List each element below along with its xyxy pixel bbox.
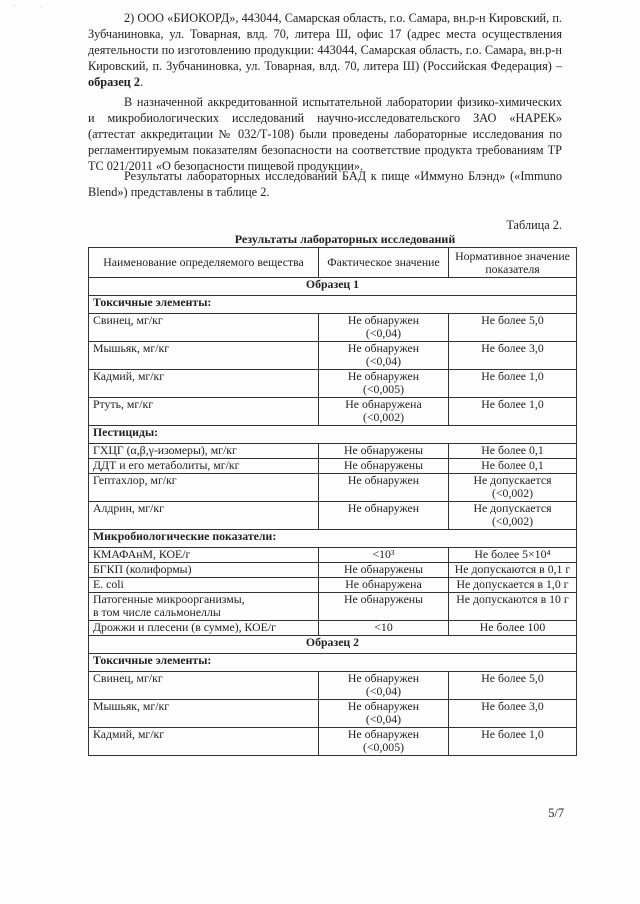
table-row bbox=[89, 398, 577, 426]
table-row bbox=[89, 459, 577, 474]
table-row bbox=[89, 342, 577, 370]
cell-norm: Не допускается (<0,002) bbox=[449, 474, 577, 502]
cell-name: Свинец, мг/кг bbox=[89, 314, 319, 342]
group-row: Токсичные элементы: bbox=[89, 654, 577, 672]
cell-actual: Не обнаружены bbox=[319, 444, 449, 459]
cell-name: КМАФАнМ, КОЕ/г bbox=[89, 548, 319, 563]
table-row bbox=[89, 474, 577, 502]
cell-actual: Не обнаружены bbox=[319, 563, 449, 578]
sample-row: Образец 1 bbox=[89, 278, 577, 296]
manufacturer-paragraph: 2) ООО «БИОКОРД», 443044, Самарская область, г.о. Самара, вн.р-н Кировский, п. Зубчаниновка, ул. Товарная, влд. 70, литера Ш, офис 17 (адрес места осуществления деятельности по изготовлению продукции: 443044, Самарская область, г.о. Самара, вн.р-н Кировский, п. Зубчаниновка, ул. Товарная, влд. 70, литера Ш) (Российская Федерация) – образец 2. bbox=[88, 11, 562, 89]
results-paragraph: Результаты лабораторных исследований БАД к пище «Иммуно Блэнд» («Immuno Blend») представлены в таблице 2. bbox=[88, 169, 562, 199]
cell-norm: Не допускается (<0,002) bbox=[449, 502, 577, 530]
cell-name: Мышьяк, мг/кг bbox=[89, 342, 319, 370]
header-name: Наименование определяемого вещества bbox=[89, 248, 319, 278]
cell-actual: <10³ bbox=[319, 548, 449, 563]
cell-name: E. coli bbox=[89, 578, 319, 593]
table-row bbox=[89, 593, 577, 621]
sample1-micro-rows bbox=[89, 548, 577, 636]
table-title: Результаты лабораторных исследований bbox=[234, 232, 456, 246]
cell-name: Патогенные микроорганизмы, в том числе сальмонеллы bbox=[89, 593, 319, 621]
sample1-toxic-rows bbox=[89, 314, 577, 426]
scan-mark: · bbox=[40, 5, 42, 11]
cell-actual: Не обнаружен (<0,005) bbox=[319, 370, 449, 398]
cell-norm: Не более 1,0 bbox=[449, 370, 577, 398]
page-number: 5/7 bbox=[548, 806, 564, 820]
cell-norm: Не более 5×10⁴ bbox=[449, 548, 577, 563]
scan-mark: ' bbox=[14, 5, 16, 11]
table-row bbox=[89, 563, 577, 578]
header-actual: Фактическое значение bbox=[319, 248, 449, 278]
table-row bbox=[89, 672, 577, 700]
cell-norm: Не более 1,0 bbox=[449, 398, 577, 426]
cell-name: Гептахлор, мг/кг bbox=[89, 474, 319, 502]
table-row bbox=[89, 728, 577, 756]
cell-actual: Не обнаружен bbox=[319, 474, 449, 502]
cell-name: Ртуть, мг/кг bbox=[89, 398, 319, 426]
cell-name: БГКП (колиформы) bbox=[89, 563, 319, 578]
cell-actual: Не обнаружена bbox=[319, 578, 449, 593]
table-caption: Таблица 2. bbox=[506, 218, 562, 232]
cell-actual: Не обнаружен (<0,04) bbox=[319, 700, 449, 728]
cell-norm: Не более 100 bbox=[449, 621, 577, 636]
cell-actual: Не обнаружен (<0,04) bbox=[319, 314, 449, 342]
cell-name: Свинец, мг/кг bbox=[89, 672, 319, 700]
cell-norm: Не более 3,0 bbox=[449, 342, 577, 370]
cell-name: Мышьяк, мг/кг bbox=[89, 700, 319, 728]
group-row: Токсичные элементы: bbox=[89, 296, 577, 314]
sample1-pesticide-rows bbox=[89, 444, 577, 530]
table-row bbox=[89, 700, 577, 728]
sample-row: Образец 2 bbox=[89, 636, 577, 654]
cell-norm: Не более 1,0 bbox=[449, 728, 577, 756]
cell-name: ГХЦГ (α,β,γ-изомеры), мг/кг bbox=[89, 444, 319, 459]
laboratory-paragraph: В назначенной аккредитованной испытательной лаборатории физико-химических и микробиологических исследований научно-исследовательского ЗАО «НАРЕК» (аттестат аккредитации № 032/Т-108) были проведены лабораторные исследования по регламентируемым показателям безопасности на соответствие продукта требованиям ТР ТС 021/2011 «О безопасности пищевой продукции». bbox=[88, 95, 562, 173]
table-row bbox=[89, 370, 577, 398]
cell-actual: Не обнаружена (<0,002) bbox=[319, 398, 449, 426]
group-row: Пестициды: bbox=[89, 426, 577, 444]
table-row bbox=[89, 314, 577, 342]
cell-norm: Не допускаются в 10 г bbox=[449, 593, 577, 621]
table-header-row bbox=[89, 248, 577, 278]
cell-name: Дрожжи и плесени (в сумме), КОЕ/г bbox=[89, 621, 319, 636]
group-row: Микробиологические показатели: bbox=[89, 530, 577, 548]
cell-norm: Не более 5,0 bbox=[449, 314, 577, 342]
header-norm: Нормативное значение показателя bbox=[449, 248, 577, 278]
cell-actual: Не обнаружен (<0,04) bbox=[319, 342, 449, 370]
results-table bbox=[88, 247, 577, 756]
cell-norm: Не допускаются в 0,1 г bbox=[449, 563, 577, 578]
cell-name: Кадмий, мг/кг bbox=[89, 728, 319, 756]
table-row bbox=[89, 621, 577, 636]
sample-ref: образец 2 bbox=[88, 75, 140, 89]
table-row bbox=[89, 548, 577, 563]
table-row bbox=[89, 578, 577, 593]
cell-actual: Не обнаружен bbox=[319, 502, 449, 530]
cell-norm: Не допускается в 1,0 г bbox=[449, 578, 577, 593]
cell-actual: <10 bbox=[319, 621, 449, 636]
cell-actual: Не обнаружены bbox=[319, 593, 449, 621]
cell-norm: Не более 0,1 bbox=[449, 444, 577, 459]
table-row bbox=[89, 502, 577, 530]
cell-norm: Не более 3,0 bbox=[449, 700, 577, 728]
cell-norm: Не более 0,1 bbox=[449, 459, 577, 474]
cell-name: ДДТ и его метаболиты, мг/кг bbox=[89, 459, 319, 474]
table-row bbox=[89, 444, 577, 459]
cell-name: Алдрин, мг/кг bbox=[89, 502, 319, 530]
cell-actual: Не обнаружены bbox=[319, 459, 449, 474]
cell-name: Кадмий, мг/кг bbox=[89, 370, 319, 398]
cell-actual: Не обнаружен (<0,005) bbox=[319, 728, 449, 756]
sample2-toxic-rows bbox=[89, 672, 577, 756]
cell-actual: Не обнаружен (<0,04) bbox=[319, 672, 449, 700]
cell-norm: Не более 5,0 bbox=[449, 672, 577, 700]
